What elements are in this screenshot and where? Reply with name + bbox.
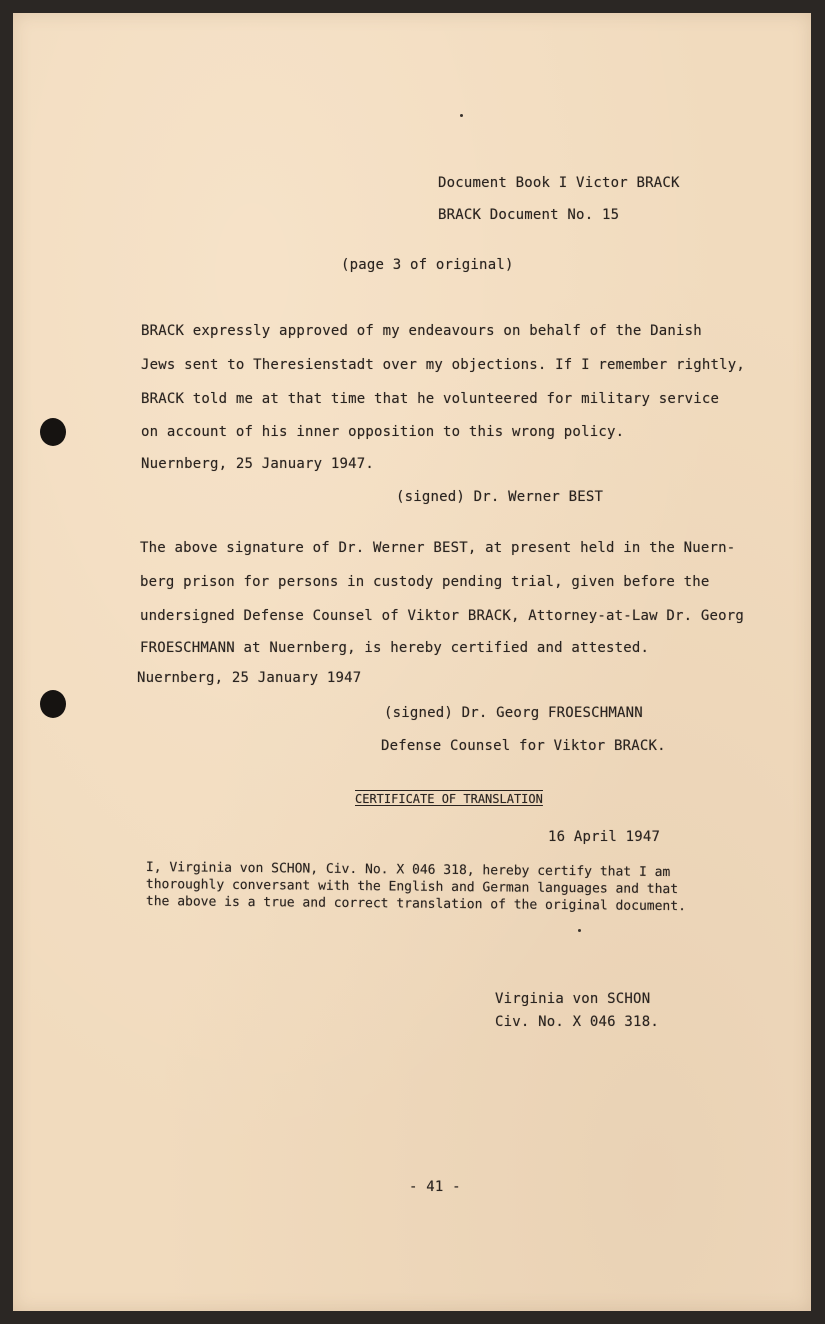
page-number: - 41 - xyxy=(409,1179,461,1195)
translator-civ-number: Civ. No. X 046 318. xyxy=(495,1014,659,1030)
translator-name: Virginia von SCHON xyxy=(495,991,651,1007)
defense-counsel-role: Defense Counsel for Viktor BRACK. xyxy=(381,738,666,754)
affidavit-line: BRACK expressly approved of my endeavours on behalf of the Danish xyxy=(141,323,702,339)
attestation-line: berg prison for persons in custody pending trial, given before the xyxy=(140,574,710,590)
attestation-line: The above signature of Dr. Werner BEST, at present held in the Nuern- xyxy=(140,540,736,556)
punch-hole-bottom xyxy=(40,690,66,718)
certificate-date: 16 April 1947 xyxy=(548,829,661,845)
certificate-title: CERTIFICATE OF TRANSLATION xyxy=(355,792,543,806)
affidavit-line: on account of his inner opposition to this wrong policy. xyxy=(141,424,625,440)
document-book-line: Document Book I Victor BRACK xyxy=(438,175,680,191)
affidavit-line: BRACK told me at that time that he volunteered for military service xyxy=(141,391,720,407)
certificate-line: thoroughly conversant with the English and German languages and that xyxy=(145,877,679,898)
affidavit-signature: (signed) Dr. Werner BEST xyxy=(396,489,604,505)
paper-speck xyxy=(460,114,463,117)
certificate-line: the above is a true and correct translation of the original document. xyxy=(145,894,687,915)
page-of-original-note: (page 3 of original) xyxy=(341,257,514,273)
paper-sheet xyxy=(13,13,811,1311)
attestation-place-date: Nuernberg, 25 January 1947 xyxy=(137,670,362,686)
paper-speck xyxy=(578,929,581,932)
document-number-line: BRACK Document No. 15 xyxy=(438,207,620,223)
affidavit-place-date: Nuernberg, 25 January 1947. xyxy=(141,456,374,472)
attestation-line: undersigned Defense Counsel of Viktor BRACK, Attorney-at-Law Dr. Georg xyxy=(140,608,745,624)
certificate-line: I, Virginia von SCHON, Civ. No. X 046 318, hereby certify that I am xyxy=(145,860,671,881)
attestation-line: FROESCHMANN at Nuernberg, is hereby certified and attested. xyxy=(140,640,650,656)
attestation-signature: (signed) Dr. Georg FROESCHMANN xyxy=(384,705,643,721)
affidavit-line: Jews sent to Theresienstadt over my objections. If I remember rightly, xyxy=(141,357,746,373)
punch-hole-top xyxy=(40,418,66,446)
